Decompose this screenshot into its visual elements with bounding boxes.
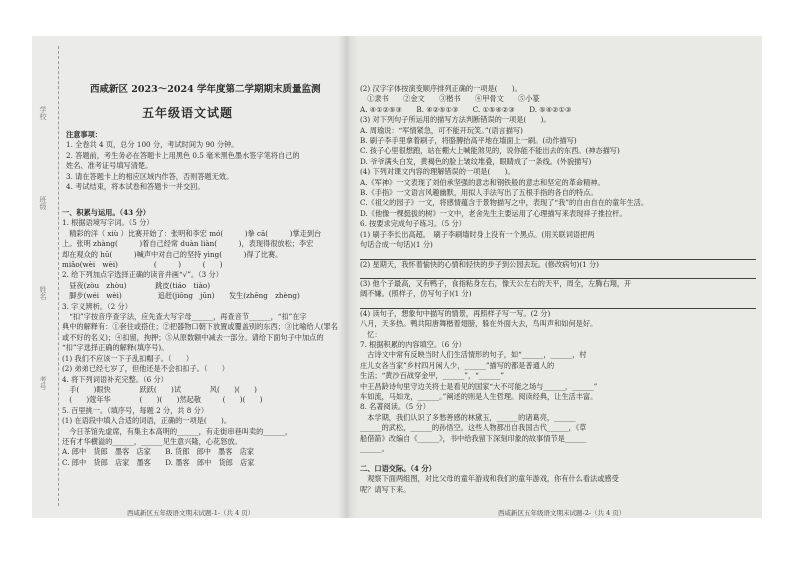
answer-option: C. 郎中 货郎 店家 墨客 D. 墨客 郎中 货郎 店家: [62, 457, 255, 467]
question-line: 生活；“黄沙百战穿金甲，______”，“______”: [360, 371, 505, 381]
question-line: 呢？请写下来。: [360, 484, 411, 494]
note-item: 4. 考试结束，将本试卷和答题卡一并交回。: [66, 182, 205, 192]
answer-option: C.《祖父的园子》一文，将感情蕴含于景物描写之中，表现了“我”的自由自在的童年生活。: [360, 198, 649, 208]
question-line: 观察下面两组图，对比父母的童年游戏和我们的童年游戏，你有什么看法或感受: [360, 474, 619, 484]
question-line: 脚步(wéi wèi) 追赶(jiōng jūn) 发生(zhēng zhèng): [62, 291, 300, 301]
question-line: (1) 我们不应该一下子乱扣帽子。（ ）: [62, 353, 194, 363]
answer-option: D. 爷爷满头白发，黄褐色的脸上皱纹堆叠，眼睛成了一条线。(外貌描写): [360, 156, 592, 166]
notes-heading: 注意事项：: [66, 130, 102, 139]
question-line: 庄儿女各当家”乡村四月闲人少，______”描写的都是普通人的: [360, 360, 555, 370]
answer-option: C. 孩子心里很想跑，站在棚大上喊能煞见的，说你能不能出去的东西。(神态描写): [360, 146, 620, 156]
notes-block: [66, 130, 344, 192]
question-line: 古诗文中常有反映当时人们生活情形的句子，如“______，______，村: [360, 350, 587, 360]
question-line: 船借箭》改编自《______》，书中给我留下深刻印象的故事情节是______: [360, 433, 587, 443]
question-line: 8. 名著阅读。（5 分）: [360, 402, 430, 412]
question-line: 阔不嫌。(照样子，仿写句子)(1 分): [360, 289, 472, 299]
question-line: ( )蔻年华 ( )( )然起敬 ( )( ): [62, 395, 263, 405]
question-line: 精彩的洋（ xiù ）比赛开始了：张明和李宏 mó( )拳 cā( )掌走到台: [62, 228, 322, 238]
binding-label-class: 班级: [39, 196, 47, 210]
question-line: (4) 下列对课文内容的理解错误的一项是( )。: [360, 167, 515, 177]
answer-option: B.《手指》一文语言风趣幽默，用拟人手法写出了五根手指的各自的特点。: [360, 188, 598, 198]
question-line: 手( )眼快 跃跃( )试 风( )( ): [62, 384, 257, 394]
question-line: ①隶书 ②金文 ③楷书 ④甲骨文 ⑤小篆: [360, 94, 540, 104]
answer-option: A.《军神》一文表现了刘伯承坚强的意志和钢铁般的意志和坚定的革命精神。: [360, 177, 605, 187]
question-line: (1) 刷子李长出高超。 刷子李刷墙时身上没有一个黑点。(用关联词语把两: [360, 229, 595, 239]
question-line: (2) 弟弟已经七岁了，但他还是不会扣扣子。（ ）: [62, 364, 229, 374]
left-page: [32, 36, 348, 518]
note-item: 姓名、准考证号填写清楚。: [66, 161, 153, 171]
question-line: “扣”字选择正确的解释(填序号)。: [62, 343, 169, 353]
question-line: 上。张明 zhàng( )着自己经常 duàn liàn( )，表现得很放松；李宏: [62, 239, 314, 249]
binding-label-number: 考号: [39, 376, 47, 390]
right-body: [360, 84, 756, 454]
page-fold-shadow: [338, 36, 358, 518]
answer-option: A. 周瑜说：“军情紧急，可不能开玩笑。”(语言描写): [360, 125, 523, 135]
note-item: 3. 请在答题卡上的相应区域内作答，否则答题无效。: [66, 171, 234, 181]
question-line: 或不好的名义)；④扣留，拘押；⑤从原数额中减去一部分。请给下面句子中加点的: [62, 332, 324, 342]
question-line: 7. 根据积累的内容填空。（6 分）: [360, 339, 466, 349]
oral-section: [360, 464, 756, 495]
question-line: 1. 根据语境写字词。（5 分）: [62, 218, 154, 228]
answer-option: D.《他像一棵挺拔的树》一文中，老舍先生主要运用了心理描写来表现祥子推拉杆。: [360, 208, 627, 218]
page-footer: 西咸新区五年级语文期末试题-1-（共 4 页）: [127, 509, 255, 517]
binding-strip: [34, 46, 59, 506]
section-one-body: [62, 208, 344, 468]
question-line: 却在观众的 hū( )喊声中对自己的坚持 yìng( )得了比赛。: [62, 249, 283, 259]
question-line: 典中的解释有：①套住或搭住；②把器物口朝下放置或覆盖别的东西；③比喻给人(罪名: [62, 322, 338, 332]
binding-label-school: 学校: [39, 106, 47, 120]
answer-option: A. ④①②⑤③ B. ④②⑤①③ C. ①⑤④②③ D. ⑤④②①③: [360, 104, 572, 114]
answer-option: A. 郎中 货郎 墨客 店家 B. 货郎 郎中 墨客 店家: [62, 447, 255, 457]
question-line: 4. 将下列词语补充完整。（6 分）: [62, 374, 168, 384]
question-line: (1) 在语段中填入合适的词语，正确的一项是( )。: [62, 416, 232, 426]
question-line: 2. 给下列加点字选择正确的读音并画“√”。（3 分）: [62, 270, 223, 280]
note-item: 1. 全卷共 4 页，总分 100 分，考试时间为 90 分钟。: [66, 140, 239, 150]
question-line: “扣”字按音序查字法，应先查大写字母______，再查音节______，“扣”在字: [62, 312, 307, 322]
question-line: (3) 他个子最高，又有鸭子，食指粘身左右，像天公左右的天平，周全，左腾右翔，开: [360, 278, 632, 288]
page-footer: 西咸新区五年级语文期末试题-2-（共 4 页）: [498, 509, 626, 517]
exam-header-title: 西咸新区 2023～2024 学年度第二学期期末质量监测: [90, 84, 321, 95]
question-line: 八月，天多热。鸭共阳唐舞楷着翅膀，躲在外面大去，鸟叫声和如何是好。: [360, 319, 598, 329]
question-line: ______。: [360, 444, 389, 453]
question-line: (2) 星期天，我怀着愉快的心情和轻快的步子到公园去玩。(修改病句)(1 分): [360, 259, 599, 269]
question-line: 句话合成一句话)(1 分): [360, 240, 433, 250]
answer-option: B. 刷子李手里拿着刷子，将胳膊抬高平地在墙面上一刷。(动作描写): [360, 136, 577, 146]
note-item: 2. 答题前，考生务必在答题卡上用黑色 0.5 毫米黑色墨水签字笔将自己的: [66, 150, 300, 160]
question-line: (2) 汉字字体按演变顺序排列正确的一项是( )。: [360, 84, 522, 93]
question-line: 车如流，马如龙，______。”阐述的则是人生哲理。阅读经典，让生活丰富。: [360, 391, 598, 401]
question-line: (3) 对下列句子所运用的描写方法判断错误的一项是( )。: [360, 115, 551, 125]
question-line: 忆：: [360, 329, 382, 339]
question-line: 昼夜(zòu zhòu) 跳皮(tiáo tiào): [62, 280, 210, 290]
exam-subject-title: 五年级语文试题: [142, 106, 234, 120]
answer-blank: [360, 300, 756, 309]
question-line: ______的武松，______的孙悟空。这些人物都出自我国古代______，《草: [360, 423, 587, 433]
answer-blank: [360, 270, 756, 279]
right-page: [348, 36, 762, 518]
answer-blank: [360, 251, 756, 260]
question-line: 中王昌龄诗句里守边关将士是看见的国家“大不可能之场与______，______”: [360, 381, 598, 391]
question-line: miǎo(wèi wèi) ( ) ( ): [62, 260, 223, 270]
section-heading: 一、积累与运用。（43 分）: [62, 208, 150, 217]
question-line: (4) 读句子，想象句中描写的情景，再照样子写一写。(2 分): [360, 308, 551, 318]
question-line: 本学期，我们认识了多愁善感的林黛玉，______的诸葛亮，______: [360, 412, 576, 422]
photographed-exam-paper: [32, 36, 762, 518]
question-line: 3. 字义辨析。（2 分）: [62, 301, 132, 311]
question-line: 5. 百里挑一。（填序号，每题 2 分，共 8 分）: [62, 405, 209, 415]
question-line: 今日茶馆先虚席，有集主本高明的______，有走街串巷叫卖的______，: [62, 426, 293, 436]
section-heading: 二、口语交际。（4 分）: [360, 464, 436, 473]
binding-label-name: 姓名: [39, 286, 47, 300]
question-line: 还有才华横溢的______，______见生意兴隆，心花怒放。: [62, 436, 242, 446]
question-line: 6. 按要求完成句子练习。（5 分）: [360, 219, 466, 229]
